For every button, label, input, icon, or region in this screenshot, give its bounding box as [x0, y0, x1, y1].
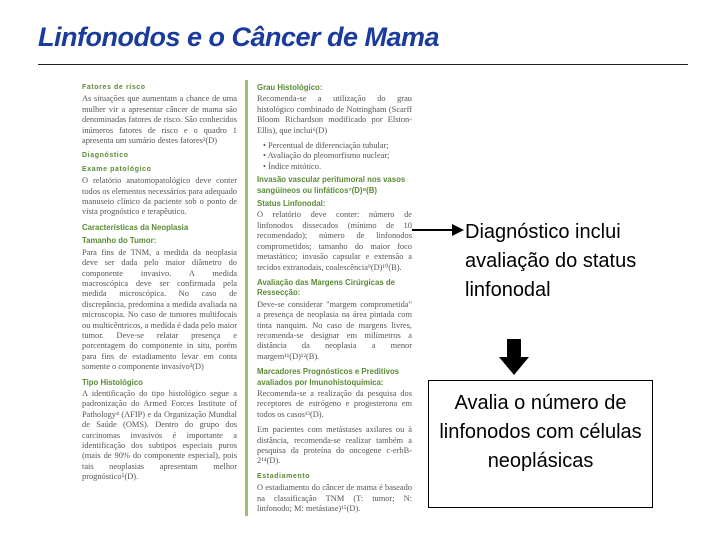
document-list-item: • Percentual de diferenciação tubular;: [263, 141, 389, 151]
column-divider: [245, 80, 248, 516]
document-heading: Marcadores Prognósticos e Preditivos avaliados por Imunohistoquímica:: [257, 367, 400, 387]
right-arrow-icon: [412, 223, 464, 237]
document-section-heading: Estadiamento: [257, 472, 311, 480]
document-section-heading: Diagnóstico: [82, 152, 129, 160]
document-heading: Avaliação das Margens Cirúrgicas de Ressecção:: [257, 277, 395, 298]
document-paragraph: Deve-se considerar "margem comprometida" a presença de neoplasia na área pintada com tinta nanquim. No caso de margens livres, recomenda-se designar em milímetros a distância da neoplasia a menor margem¹¹(D)¹²(B).: [257, 299, 412, 361]
document-heading: Tamanho do Tumor:: [82, 236, 157, 246]
document-paragraph: A identificação do tipo histológico segue a padronização do Armed Forces Institute of Pathology⁴ (AFIP) e da Organização Mundial de Saúde (OMS). Dentro do grupo dos carcinomas invasivos é importante a identificação dos subtipos especiais puros (mais de 90% do componente especial), pois tais neoplasias apresentam melhor prognóstico⁵(D).: [82, 388, 237, 482]
document-left-column: [82, 80, 237, 488]
document-paragraph: Recomenda-se a realização da pesquisa dos receptores de estrógeno e progesterona em todos os casos¹³(D).: [257, 388, 412, 419]
callout-box-text: Avalia o número de linfonodos com células neoplásicas: [428, 380, 653, 508]
title-underline: [38, 64, 688, 65]
down-arrow-icon: [499, 339, 529, 375]
document-paragraph: O relatório deve conter: número de linfonodos dissecados (mínimo de 10 recomendado); número de linfonodos comprometidos; tamanho do maior foco metastático; invasão capsular e extensão a tecidos extranodais, coalescência⁹(D)¹⁰(B).: [257, 210, 412, 272]
document-paragraph: Recomenda-se a utilização do grau histológico combinado de Nottingham (Scarff Bloom Richardson modificado por Elston-Ellis), que inclui⁶(D): [257, 94, 412, 135]
document-heading: Tipo Histológico: [82, 377, 143, 387]
document-list-item: • Índice mitótico.: [263, 161, 322, 171]
document-paragraph: O relatório anatomopatológico deve conter todos os elementos necessários para adequado manuseio clínico da paciente sob o ponto de vista prognóstico e terapêutico.: [82, 176, 237, 217]
document-excerpt: [82, 80, 412, 516]
slide-title: Linfonodos e o Câncer de Mama: [38, 22, 440, 52]
document-heading: Invasão vascular peritumoral nos vasos sangüíneos ou linfáticos⁷(D)⁸(B): [257, 175, 406, 195]
document-section-heading: Fatores de risco: [82, 84, 146, 91]
document-list-item: • Avaliação do pleomorfismo nuclear;: [263, 151, 390, 161]
document-section-heading: Exame patológico: [82, 165, 152, 173]
document-heading: Status Linfonodal:: [257, 199, 326, 209]
document-right-column: [257, 80, 412, 516]
document-paragraph: Em pacientes com metástases axilares ou à distância, recomenda-se realizar também a pesquisa da proteína do oncogene c-erbB-2¹⁴(D).: [257, 425, 412, 466]
document-heading: Características da Neoplasia: [82, 222, 189, 232]
document-paragraph: Para fins de TNM, a medida da neoplasia deve ser dada pelo maior diâmetro do componente invasivo. A medida macroscópica deve ser confirmada pela medida microscópica. No caso de discrepância, predomina a medida avaliada na microscopia. No caso de tumores multifocais ou multicêntricos, a medida é dada pelo maior tumor. Deve-se relatar presença e porcentagem do componente in situ, porém para fins de estadiamento levar em conta somente o componente invasivo³(D): [82, 247, 237, 372]
document-paragraph: O estadiamento do câncer de mama é baseado na classificação TNM (T: tumor; N: linfonodo; M: metástase)¹⁵(D).: [257, 483, 412, 514]
document-paragraph: As situações que aumentam a chance de uma mulher vir a apresentar câncer de mama são denominadas fatores de risco. São conhecidos inúmeros fatores de risco e o quadro 1 apresenta um sumário destes fatores²(D): [82, 94, 237, 146]
callout-diagnosis-text: Diagnóstico inclui avaliação do status linfonodal: [465, 221, 637, 301]
document-heading: Grau Histológico:: [257, 83, 323, 92]
